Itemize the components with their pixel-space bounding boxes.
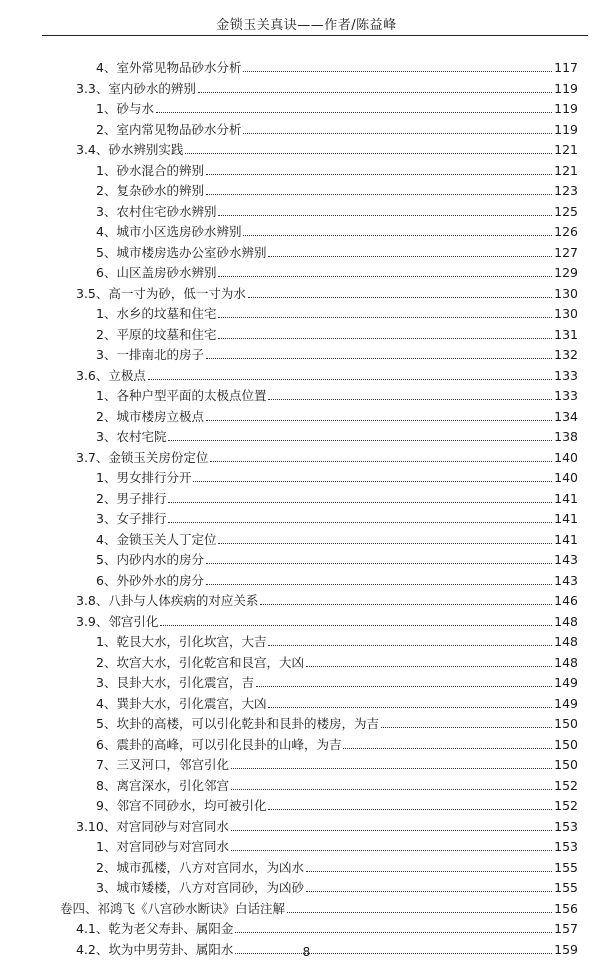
toc-entry-title: 6、山区盖房砂水辨别	[96, 265, 217, 280]
toc-entry[interactable]	[96, 732, 578, 752]
toc-entry-title: 6、震卦的高峰，可以引化艮卦的山峰，为吉	[96, 736, 342, 752]
toc-dot-leader	[206, 193, 552, 195]
toc-entry-title: 2、室内常见物品砂水分析	[96, 121, 242, 137]
toc-dot-leader	[231, 849, 552, 851]
toc-dot-leader	[206, 562, 552, 564]
toc-entry[interactable]	[76, 137, 578, 157]
toc-entry[interactable]	[96, 773, 578, 793]
toc-entry[interactable]	[96, 855, 578, 875]
toc-entry-page: 119	[554, 121, 578, 137]
toc-entry-page: 150	[554, 716, 578, 731]
toc-dot-leader	[206, 419, 552, 421]
toc-entry[interactable]	[76, 814, 578, 834]
toc-entry[interactable]	[76, 76, 578, 96]
toc-entry-title: 3.3、室内砂水的辨别	[76, 80, 196, 96]
toc-dot-leader	[287, 911, 552, 913]
toc-entry-page: 130	[554, 306, 578, 321]
toc-entry[interactable]	[76, 916, 578, 936]
toc-entry-page: 150	[554, 757, 578, 772]
toc-dot-leader	[185, 152, 552, 154]
toc-entry-page: 117	[554, 60, 578, 75]
header-rule	[42, 35, 588, 36]
toc-entry-title: 3.10、对宫同砂与对宫同水	[76, 818, 229, 834]
toc-entry-page: 132	[554, 347, 578, 362]
toc-dot-leader	[268, 255, 552, 257]
toc-entry-title: 4、城市小区选房砂水辨别	[96, 224, 242, 239]
toc-entry-title: 3、城市矮楼，八方对宫同砂，为凶砂	[96, 880, 304, 895]
toc-entry-title: 3.8、八卦与人体疾病的对应关系	[76, 593, 259, 608]
toc-entry[interactable]	[96, 240, 578, 260]
toc-entry-page: 141	[554, 490, 578, 506]
toc-entry-page: 119	[554, 101, 578, 116]
toc-dot-leader	[218, 275, 552, 277]
toc-dot-leader	[218, 214, 552, 216]
toc-entry[interactable]	[76, 363, 578, 383]
toc-entry-title: 1、乾艮大水，引化坎宫，大吉	[96, 634, 267, 649]
toc-entry-title: 4、巽卦大水，引化震宫，大凶	[96, 695, 267, 711]
toc-dot-leader	[168, 501, 552, 503]
toc-entry-title: 5、坎卦的高楼，可以引化乾卦和艮卦的楼房，为吉	[96, 716, 379, 731]
toc-entry-page: 150	[554, 736, 578, 752]
toc-dot-leader	[160, 624, 552, 626]
toc-entry-page: 121	[554, 142, 578, 157]
toc-entry-title: 1、砂与水	[96, 101, 154, 116]
toc-entry-title: 1、对宫同砂与对宫同水	[96, 839, 229, 854]
toc-entry-page: 153	[554, 818, 578, 834]
toc-entry[interactable]	[96, 711, 578, 731]
toc-dot-leader	[206, 173, 552, 175]
toc-entry-page: 131	[554, 326, 578, 342]
toc-entry[interactable]	[96, 424, 578, 444]
toc-entry[interactable]	[96, 404, 578, 424]
toc-dot-leader	[268, 706, 552, 708]
toc-entry-page: 155	[554, 859, 578, 875]
toc-entry[interactable]	[96, 875, 578, 895]
toc-entry-title: 3.4、砂水辨别实践	[76, 142, 184, 157]
toc-entry[interactable]	[96, 506, 578, 526]
running-header: 金锁玉关真诀——作者/陈益峰	[216, 18, 397, 33]
toc-entry[interactable]	[96, 650, 578, 670]
toc-entry[interactable]	[76, 609, 578, 629]
toc-entry-page: 152	[554, 798, 578, 813]
toc-entry-title: 4.2、坎为中男劳卦、属阳水	[76, 941, 234, 957]
toc-entry-title: 4.1、乾为老父寿卦、属阳金	[76, 921, 234, 936]
toc-entry[interactable]	[96, 670, 578, 690]
toc-dot-leader	[306, 870, 552, 872]
toc-dot-leader	[268, 808, 552, 810]
toc-entry[interactable]	[96, 691, 578, 711]
toc-entry-page: 143	[554, 572, 578, 588]
toc-entry-page: 149	[554, 695, 578, 711]
toc-dot-leader	[243, 234, 552, 236]
toc-dot-leader	[231, 788, 552, 790]
toc-dot-leader	[381, 726, 552, 728]
toc-entry[interactable]	[96, 199, 578, 219]
toc-dot-leader	[306, 890, 552, 892]
toc-entry-title: 2、城市孤楼，八方对宫同水，为凶水	[96, 859, 304, 875]
toc-entry[interactable]	[96, 55, 578, 75]
toc-entry-page: 148	[554, 613, 578, 629]
toc-entry-title: 2、坎宫大水，引化乾宫和艮宫，大凶	[96, 654, 304, 670]
toc-entry-title: 7、三叉河口，邻宫引化	[96, 757, 229, 772]
toc-entry-title: 1、砂水混合的辨别	[96, 162, 204, 178]
toc-dot-leader	[268, 398, 552, 400]
toc-entry[interactable]	[96, 219, 578, 239]
toc-entry-title: 1、水乡的坟墓和住宅	[96, 306, 217, 321]
toc-dot-leader	[243, 70, 552, 72]
toc-entry[interactable]	[96, 486, 578, 506]
toc-entry-page: 156	[554, 900, 578, 916]
toc-entry[interactable]	[96, 260, 578, 280]
toc-dot-leader	[306, 665, 552, 667]
toc-entry-title: 3.9、邻宫引化	[76, 613, 159, 629]
toc-entry[interactable]	[60, 896, 578, 916]
toc-entry-page: 155	[554, 880, 578, 895]
toc-entry-page: 148	[554, 654, 578, 670]
page-number: 8	[302, 945, 311, 959]
toc-entry-title: 3、艮卦大水，引化震宫，吉	[96, 675, 254, 690]
toc-dot-leader	[218, 316, 552, 318]
toc-entry[interactable]	[96, 383, 578, 403]
toc-entry-page: 141	[554, 511, 578, 526]
toc-entry-title: 1、各种户型平面的太极点位置	[96, 388, 267, 403]
toc-entry-title: 2、城市楼房立极点	[96, 408, 204, 424]
toc-entry-page: 123	[554, 183, 578, 198]
toc-entry-title: 3、女子排行	[96, 511, 167, 526]
toc-entry[interactable]	[96, 322, 578, 342]
toc-dot-leader	[260, 603, 552, 605]
toc-entry-page: 133	[554, 388, 578, 403]
toc-dot-leader	[206, 583, 552, 585]
toc-entry-page: 148	[554, 634, 578, 649]
toc-entry[interactable]	[96, 752, 578, 772]
toc-entry-page: 159	[554, 941, 578, 957]
toc-entry-page: 153	[554, 839, 578, 854]
toc-dot-leader	[248, 296, 552, 298]
toc-entry-title: 2、男子排行	[96, 490, 167, 506]
toc-entry-title: 5、内砂内水的房分	[96, 552, 204, 567]
toc-dot-leader	[168, 439, 552, 441]
toc-entry-title: 3、一排南北的房子	[96, 347, 204, 362]
toc-entry-title: 2、复杂砂水的辨别	[96, 183, 204, 198]
toc-dot-leader	[268, 644, 552, 646]
toc-entry-page: 143	[554, 552, 578, 567]
toc-dot-leader	[243, 132, 552, 134]
toc-entry-title: 3、农村住宅砂水辨别	[96, 203, 217, 219]
toc-entry[interactable]	[96, 158, 578, 178]
toc-dot-leader	[168, 521, 552, 523]
toc-dot-leader	[343, 747, 552, 749]
toc-dot-leader	[156, 111, 552, 113]
toc-entry-page: 130	[554, 285, 578, 301]
toc-dot-leader	[193, 480, 552, 482]
toc-entry[interactable]	[96, 301, 578, 321]
toc-entry[interactable]	[96, 547, 578, 567]
toc-entry[interactable]	[76, 281, 578, 301]
toc-entry[interactable]	[96, 342, 578, 362]
toc-entry-title: 1、男女排行分开	[96, 470, 192, 485]
toc-entry[interactable]	[96, 834, 578, 854]
toc-entry-title: 3.5、高一寸为砂，低一寸为水	[76, 285, 246, 301]
toc-entry-title: 8、离宫深水，引化邻宫	[96, 777, 229, 793]
toc-entry-title: 卷四、祁鸿飞《八宫砂水断诀》白话注解	[60, 900, 286, 916]
toc-entry-title: 2、平原的坟墓和住宅	[96, 326, 217, 342]
toc-dot-leader	[210, 460, 552, 462]
toc-dot-leader	[256, 685, 552, 687]
toc-entry[interactable]	[96, 96, 578, 116]
toc-entry-page: 149	[554, 675, 578, 690]
toc-entry-page: 140	[554, 470, 578, 485]
toc-entry-title: 4、金锁玉关人丁定位	[96, 531, 217, 547]
toc-dot-leader	[206, 357, 552, 359]
toc-dot-leader	[235, 931, 552, 933]
toc-entry-page: 152	[554, 777, 578, 793]
toc-entry-title: 9、邻宫不同砂水，均可被引化	[96, 798, 267, 813]
toc-entry-title: 6、外砂外水的房分	[96, 572, 204, 588]
toc-entry-page: 146	[554, 593, 578, 608]
toc-dot-leader	[218, 542, 552, 544]
toc-entry-title: 3、农村宅院	[96, 429, 167, 444]
toc-entry-page: 127	[554, 244, 578, 260]
toc-entry-page: 125	[554, 203, 578, 219]
toc-dot-leader	[198, 91, 552, 93]
toc-entry-page: 134	[554, 408, 578, 424]
toc-entry-page: 126	[554, 224, 578, 239]
toc-entry[interactable]	[96, 568, 578, 588]
toc-entry-page: 140	[554, 449, 578, 465]
toc-dot-leader	[218, 337, 552, 339]
toc-entry-page: 119	[554, 80, 578, 96]
toc-entry-title: 3.6、立极点	[76, 367, 146, 383]
toc-entry-title: 3.7、金锁玉关房份定位	[76, 449, 209, 465]
toc-entry-page: 133	[554, 367, 578, 383]
toc-dot-leader	[148, 378, 552, 380]
toc-entry[interactable]	[96, 793, 578, 813]
toc-entry[interactable]	[76, 588, 578, 608]
toc-entry-page: 121	[554, 162, 578, 178]
toc-entry-title: 5、城市楼房选办公室砂水辨别	[96, 244, 267, 260]
toc-entry-page: 129	[554, 265, 578, 280]
toc-dot-leader	[231, 767, 552, 769]
toc-entry-page: 157	[554, 921, 578, 936]
toc-entry[interactable]	[96, 629, 578, 649]
toc-entry[interactable]	[96, 527, 578, 547]
toc-entry[interactable]	[96, 178, 578, 198]
toc-entry[interactable]	[96, 465, 578, 485]
toc-entry[interactable]	[76, 445, 578, 465]
toc-entry-page: 141	[554, 531, 578, 547]
toc-entry-page: 138	[554, 429, 578, 444]
toc-entry[interactable]	[96, 117, 578, 137]
toc-dot-leader	[231, 829, 552, 831]
toc-entry-title: 4、室外常见物品砂水分析	[96, 60, 242, 75]
